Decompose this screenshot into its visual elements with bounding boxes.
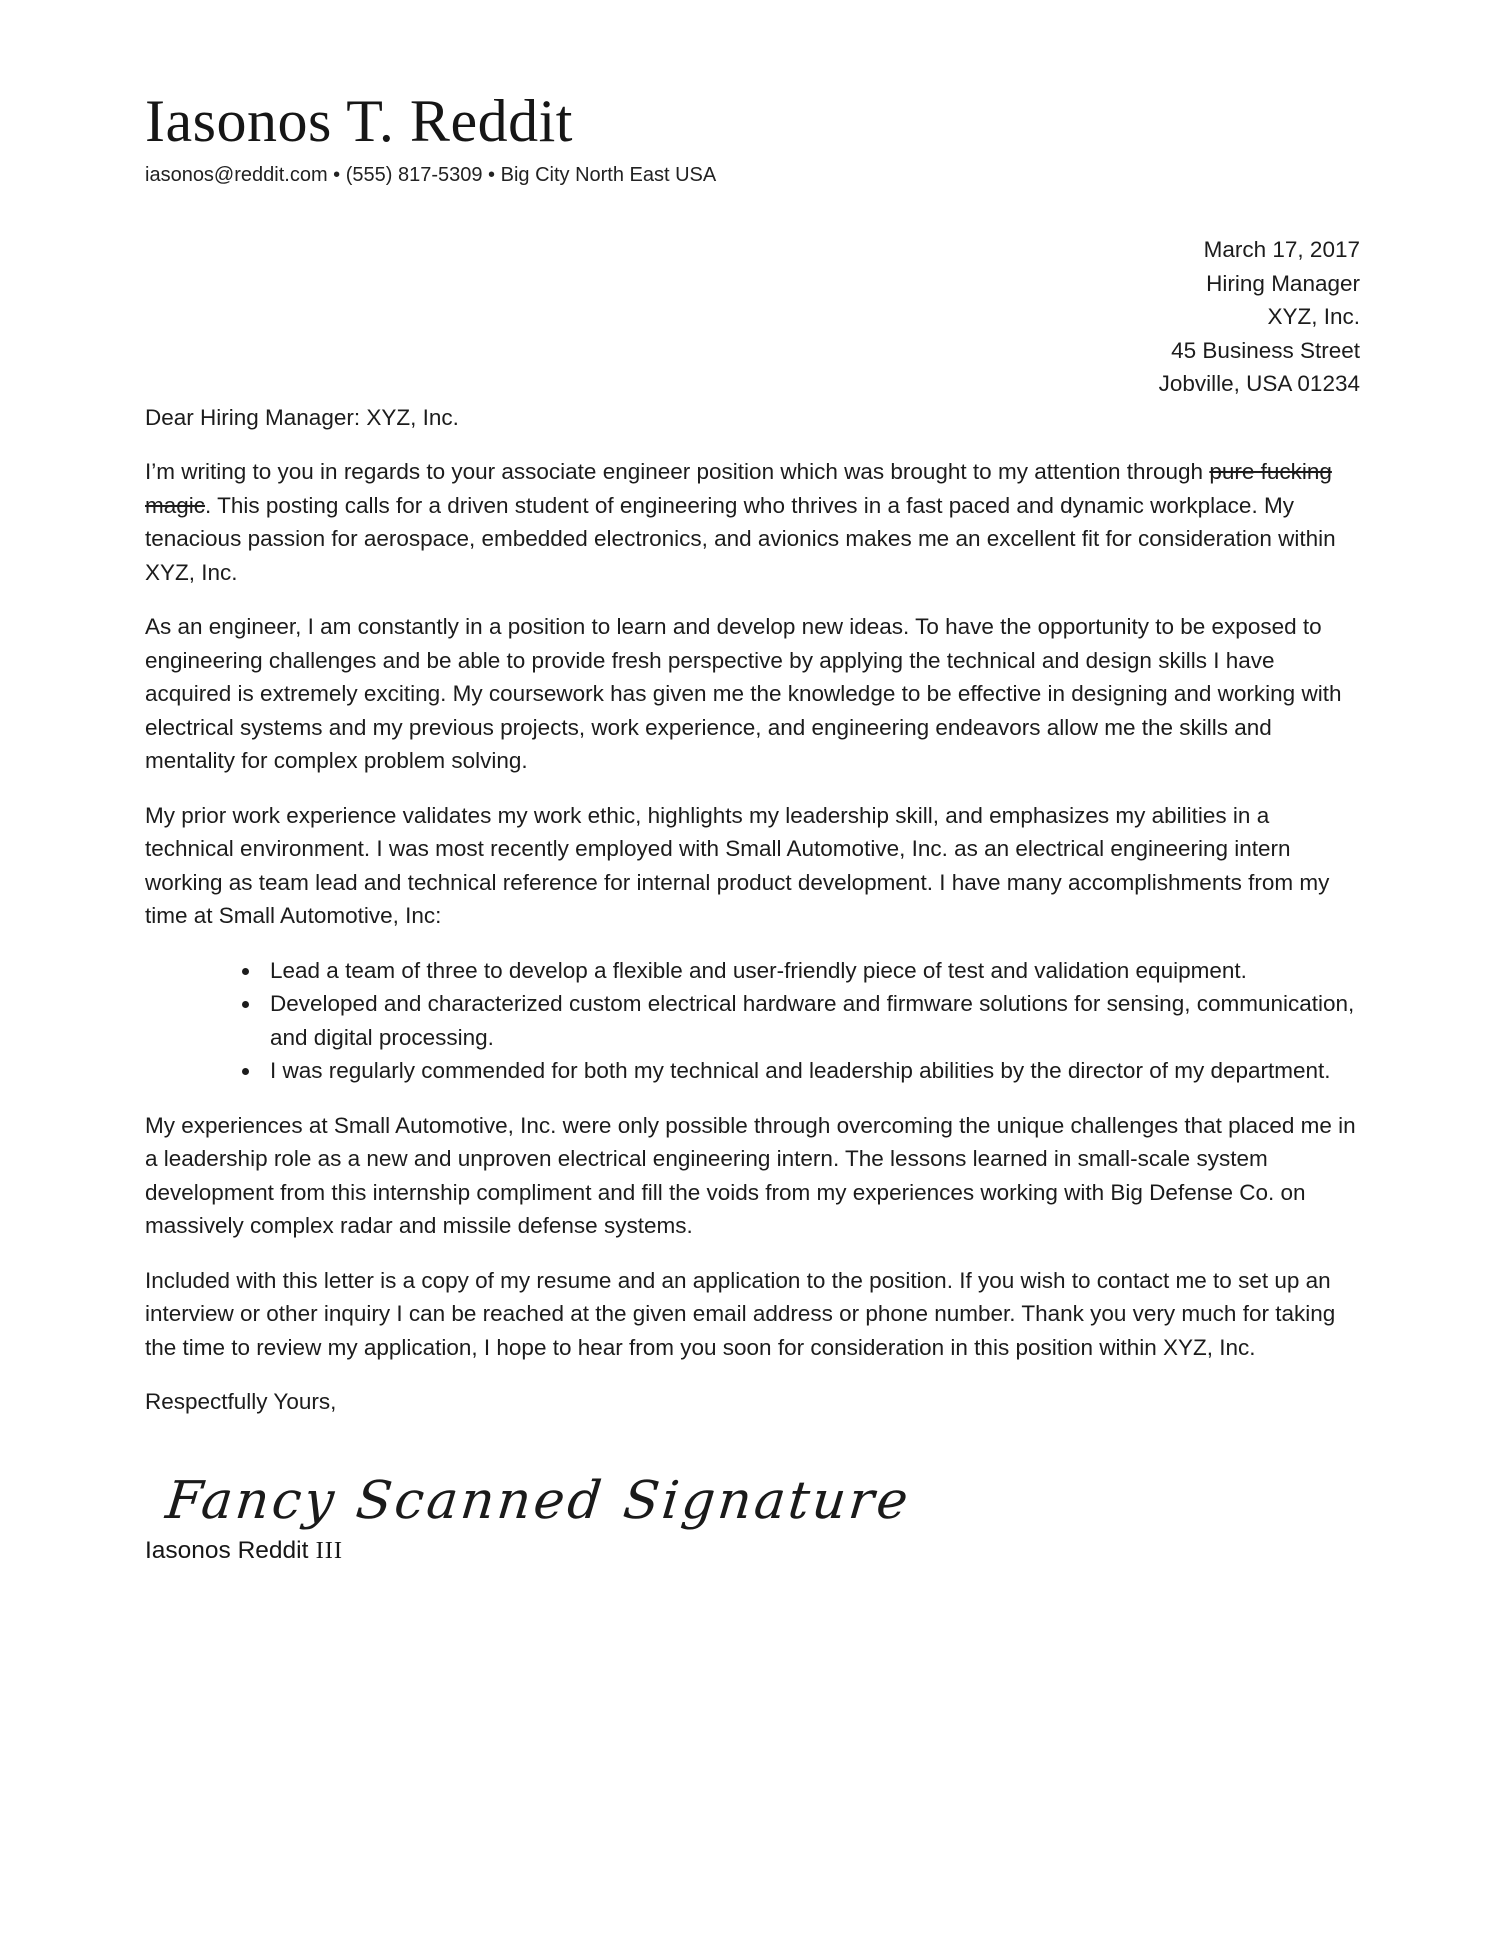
- salutation: Dear Hiring Manager: XYZ, Inc.: [145, 404, 459, 430]
- recipient-line-city: Jobville, USA 01234: [1158, 371, 1360, 396]
- intro-text-after-strike: . This posting calls for a driven student of engineering who thrives in a fast paced and dynamic workplace. My tenacious passion for aerospace, embedded electronics, and avionics makes me an excellent fit for consideration within XYZ, Inc.: [145, 492, 1336, 585]
- closing-valediction: Respectfully Yours,: [145, 1389, 337, 1414]
- recipient-line-date: March 17, 2017: [1203, 237, 1360, 262]
- recipient-block: [145, 233, 1360, 401]
- strikethrough-text: pure fucking magic: [145, 459, 1332, 518]
- recipient-line-company: XYZ, Inc.: [1267, 304, 1360, 329]
- recipient-line-street: 45 Business Street: [1171, 337, 1360, 363]
- paragraph-experience: My prior work experience validates my work ethic, highlights my leadership skill, and emphasizes my abilities in a technical environment. I was most recently employed with Small Automotive, Inc. as an electrical engineering intern working as team lead and technical reference for internal product development. I have many accomplishments from my time at Small Automotive, Inc:: [145, 802, 1330, 928]
- scanned-signature: Fancy Scanned Signature: [163, 1470, 914, 1531]
- signed-name-text: Iasonos Reddit: [145, 1536, 309, 1564]
- accomplishments-list: [145, 954, 1360, 1088]
- signed-name-suffix: [308, 1537, 343, 1564]
- paragraph-skills: As an engineer, I am constantly in a position to learn and develop new ideas. To have the opportunity to be exposed to engineering challenges and be able to provide fresh perspective by applying the technical and design skills I have acquired is extremely exciting. My coursework has given me the knowledge to be effective in designing and working with electrical systems and my previous projects, work experience, and engineering endeavors allow me the skills and mentality for complex problem solving.: [145, 614, 1342, 773]
- applicant-name: Iasonos T. Reddit: [145, 88, 573, 154]
- list-item-accomplishment-2: • Developed and characterized custom electrical hardware and firmware solutions for sensing, communication, and digital processing.: [262, 987, 1360, 1054]
- letter-header: [145, 88, 1360, 187]
- signed-name: [145, 1537, 1360, 1565]
- paragraph-intro: [145, 455, 1360, 589]
- contact-line: iasonos@reddit.com • (555) 817-5309 • Big City North East USA: [145, 164, 717, 186]
- intro-text-before-strike: I’m writing to you in regards to your associate engineer position which was brought to my attention through: [145, 459, 1210, 484]
- signed-name-suffix-numerals: III: [315, 1536, 344, 1564]
- recipient-line-title: Hiring Manager: [1206, 270, 1360, 296]
- paragraph-contact: Included with this letter is a copy of my resume and an application to the position. If you wish to contact me to set up an interview or other inquiry I can be reached at the given email address or phone number. Thank you very much for taking the time to review my application, I hope to hear from you soon for consideration in this position within XYZ, Inc.: [145, 1267, 1336, 1360]
- paragraph-challenges: My experiences at Small Automotive, Inc. were only possible through overcoming the unique challenges that placed me in a leadership role as a new and unproven electrical engineering intern. The lessons learned in small-scale system development from this internship compliment and fill the voids from my experiences working with Big Defense Co. on massively complex radar and missile defense systems.: [145, 1112, 1356, 1238]
- list-item-accomplishment-3: • I was regularly commended for both my technical and leadership abilities by the director of my department.: [262, 1054, 1360, 1088]
- list-item-accomplishment-1: • Lead a team of three to develop a flexible and user-friendly piece of test and validation equipment.: [262, 954, 1360, 988]
